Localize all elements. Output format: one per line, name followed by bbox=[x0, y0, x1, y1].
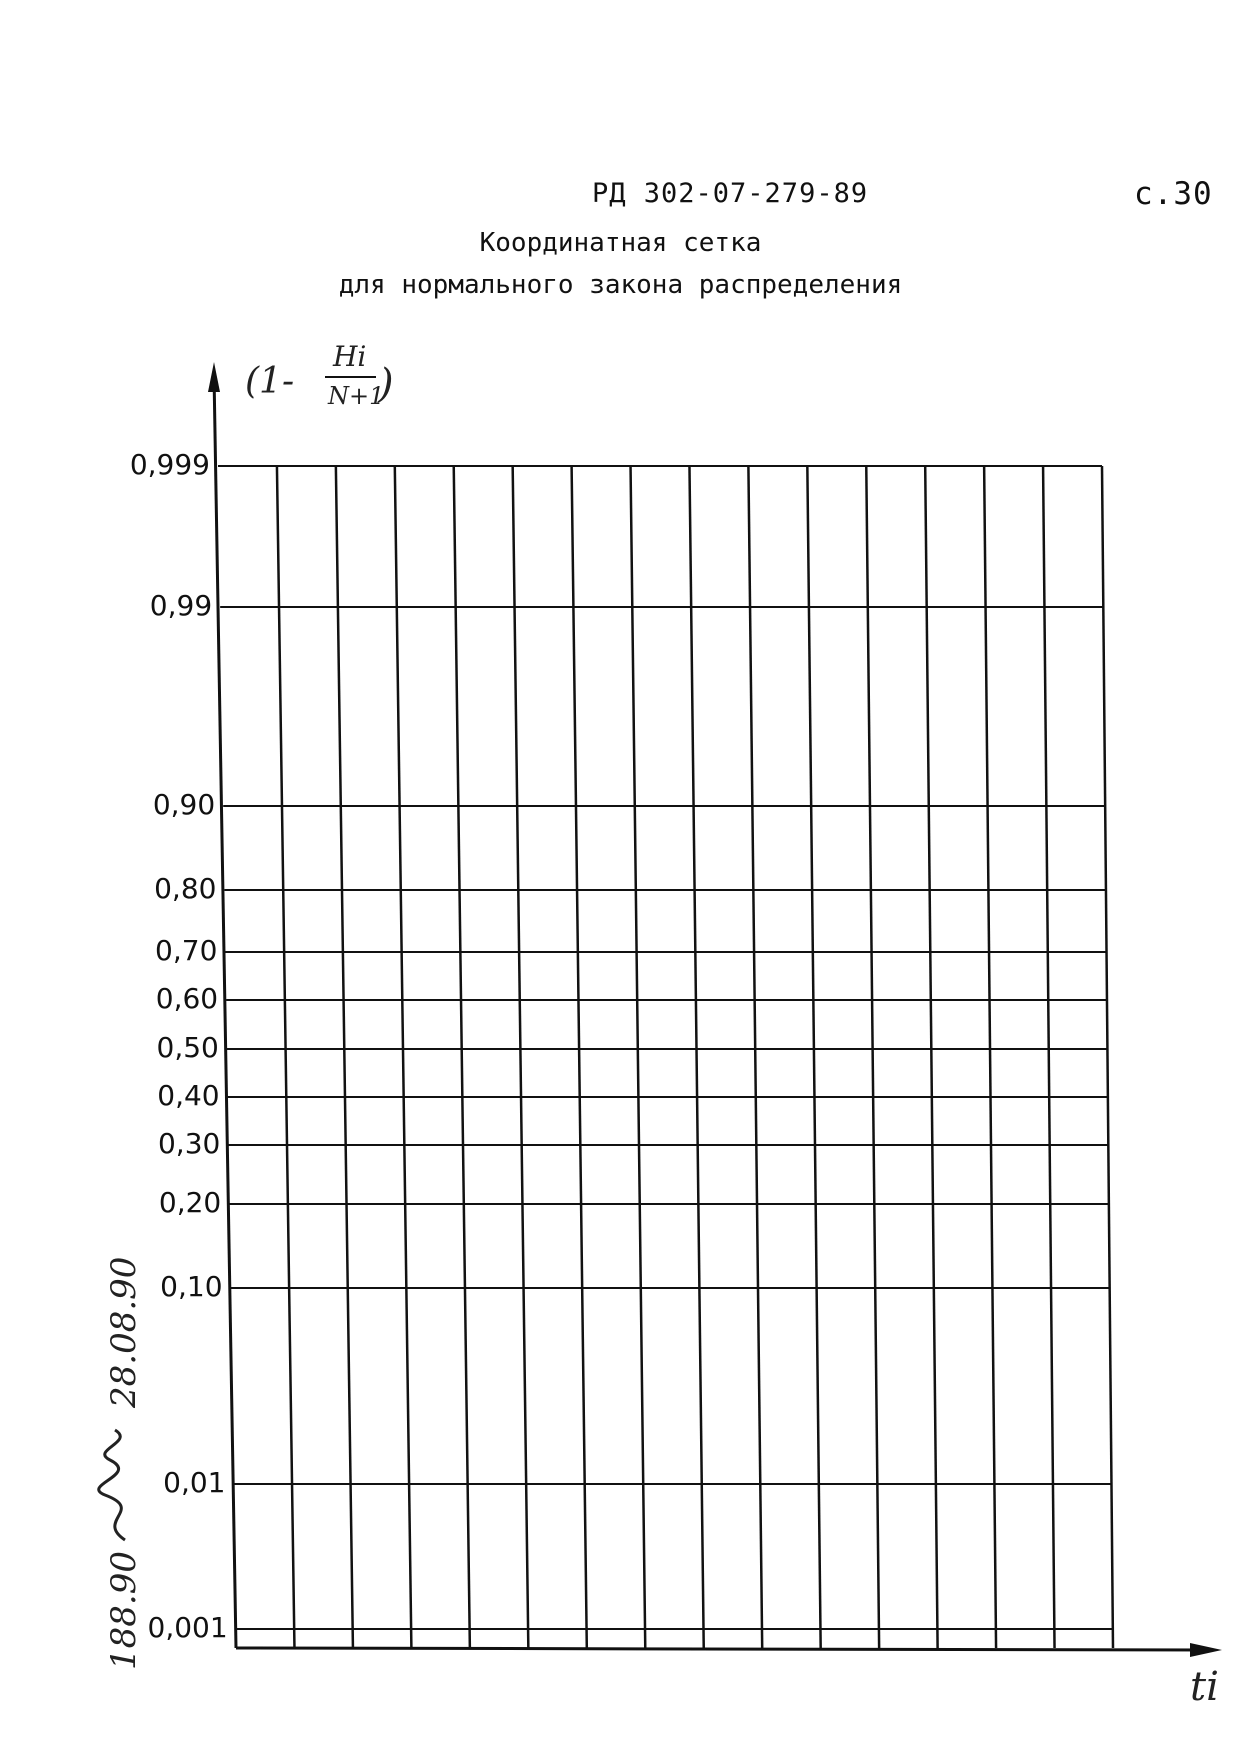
y-tick-label: 0,40 bbox=[157, 1079, 220, 1112]
y-tick-label: 0,70 bbox=[155, 934, 218, 967]
margin-signature bbox=[80, 1240, 170, 1680]
y-tick-label: 0,20 bbox=[158, 1186, 222, 1219]
vertical-gridline bbox=[925, 466, 937, 1648]
y-tick-label: 0,60 bbox=[155, 982, 219, 1015]
y-tick-label: 0,001 bbox=[147, 1611, 228, 1644]
page-title-line-1: Координатная сетка bbox=[479, 228, 762, 258]
vertical-gridline bbox=[689, 466, 703, 1648]
document-code: РД 302-07-279-89 bbox=[592, 178, 869, 209]
vertical-gridline bbox=[572, 466, 587, 1648]
vertical-gridline bbox=[336, 466, 353, 1648]
vertical-gridline bbox=[807, 466, 820, 1648]
y-axis-label-denominator: N+1 bbox=[328, 382, 385, 410]
y-axis-arrow bbox=[208, 362, 220, 392]
vertical-gridline bbox=[984, 466, 996, 1648]
y-tick-label: 0,90 bbox=[152, 788, 216, 821]
y-tick-label: 0,10 bbox=[160, 1270, 223, 1303]
vertical-gridline bbox=[277, 466, 295, 1648]
y-axis-label-numerator: Hi bbox=[333, 340, 367, 373]
x-axis-label: ti bbox=[1190, 1664, 1219, 1710]
y-tick-label: 0,99 bbox=[149, 589, 213, 622]
vertical-gridline bbox=[513, 466, 529, 1648]
margin-date-left: 188.90 bbox=[104, 1551, 144, 1670]
vertical-gridline bbox=[395, 466, 412, 1648]
horizontal-gridlines bbox=[218, 466, 1113, 1629]
vertical-gridline bbox=[866, 466, 879, 1648]
y-tick-label: 0,01 bbox=[163, 1466, 226, 1499]
vertical-gridline bbox=[1043, 466, 1054, 1648]
vertical-gridline bbox=[454, 466, 470, 1648]
vertical-gridline bbox=[1102, 466, 1113, 1648]
margin-date-right: 28.08.90 bbox=[104, 1256, 144, 1408]
vertical-gridline bbox=[748, 466, 762, 1648]
y-axis-label-prefix: (1- bbox=[245, 361, 295, 402]
vertical-gridline bbox=[631, 466, 646, 1648]
y-tick-label: 0,80 bbox=[154, 872, 217, 905]
y-tick-label: 0,999 bbox=[129, 448, 210, 481]
page-number: с.30 bbox=[1134, 176, 1213, 212]
x-axis-arrow bbox=[1190, 1643, 1222, 1657]
x-axis bbox=[236, 1648, 1212, 1650]
y-tick-label: 0,50 bbox=[156, 1031, 219, 1064]
page-title-line-2: для нормального закона распределения bbox=[338, 270, 903, 300]
y-axis-label-suffix: ) bbox=[378, 361, 394, 407]
vertical-gridlines bbox=[277, 466, 1113, 1648]
y-tick-label: 0,30 bbox=[157, 1127, 221, 1160]
signature-scribble bbox=[99, 1430, 125, 1540]
